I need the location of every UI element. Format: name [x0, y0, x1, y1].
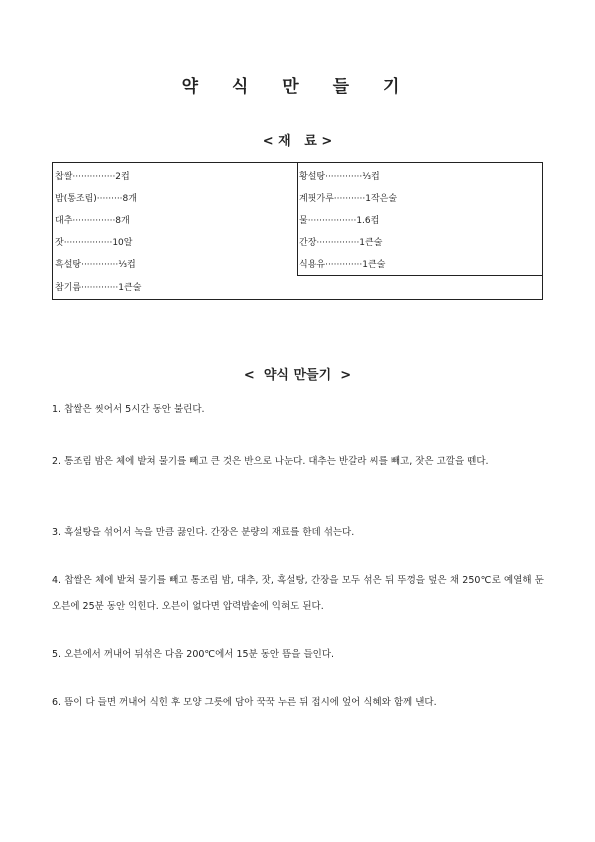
ingredient-left-1: 찹쌀···············2컵 [55, 172, 130, 182]
step-6: 6. 뜸이 다 들면 꺼내어 식힌 후 모양 그릇에 담아 꾹꾹 누른 뒤 접시에 엎어 식혜와 함께 낸다. [52, 697, 437, 708]
ingredient-left-2: 밤(통조림)·········8개 [55, 194, 137, 204]
ingredient-left-4: 잣·················10알 [55, 238, 133, 248]
step-5: 5. 오븐에서 꺼내어 뒤섞은 다음 200℃에서 15분 동안 뜸을 들인다. [52, 649, 335, 660]
ingredient-right-4: 간장···············1큰술 [299, 238, 383, 248]
page-title: 약 식 만 들 기 [181, 77, 414, 97]
step-4: 4. 찹쌀은 체에 밭쳐 물기를 빼고 통조림 밤, 대추, 잣, 흑설탕, 간장을 모두 섞은 뒤 뚜껑을 덮은 채 250℃로 예열해 둔 오븐에 25분 동안 익힌다. 오븐이 없다면 압력밥솥에 익혀도 된다. [52, 575, 544, 612]
row-divider [297, 275, 543, 276]
ingredients-box [52, 162, 543, 300]
column-divider [297, 163, 298, 275]
ingredient-left-3: 대추···············8개 [55, 216, 130, 226]
ingredients-heading: < 재 료 > [262, 134, 333, 149]
ingredient-left-5: 흑설탕·············⅓컵 [55, 260, 136, 270]
ingredient-left-6: 참기름·············1큰술 [55, 283, 142, 293]
step-2: 2. 통조림 밤은 체에 밭쳐 물기를 빼고 큰 것은 반으로 나눈다. 대추는 반갈라 씨를 빼고, 잣은 고깔을 뗀다. [52, 456, 489, 467]
step-1: 1. 찹쌀은 씻어서 5시간 동안 불린다. [52, 404, 205, 415]
ingredient-right-1: 황설탕·············⅓컵 [299, 172, 380, 182]
ingredient-right-3: 물·················1.6컵 [299, 216, 380, 226]
ingredient-right-2: 계핏가루···········1작은술 [299, 194, 398, 204]
step-3: 3. 흑설탕을 섞어서 녹을 만큼 끓인다. 간장은 분량의 재료를 한데 섞는다. [52, 527, 355, 538]
ingredient-right-5: 식용유·············1큰술 [299, 260, 386, 270]
method-heading: < 약식 만들기 > [243, 368, 352, 383]
